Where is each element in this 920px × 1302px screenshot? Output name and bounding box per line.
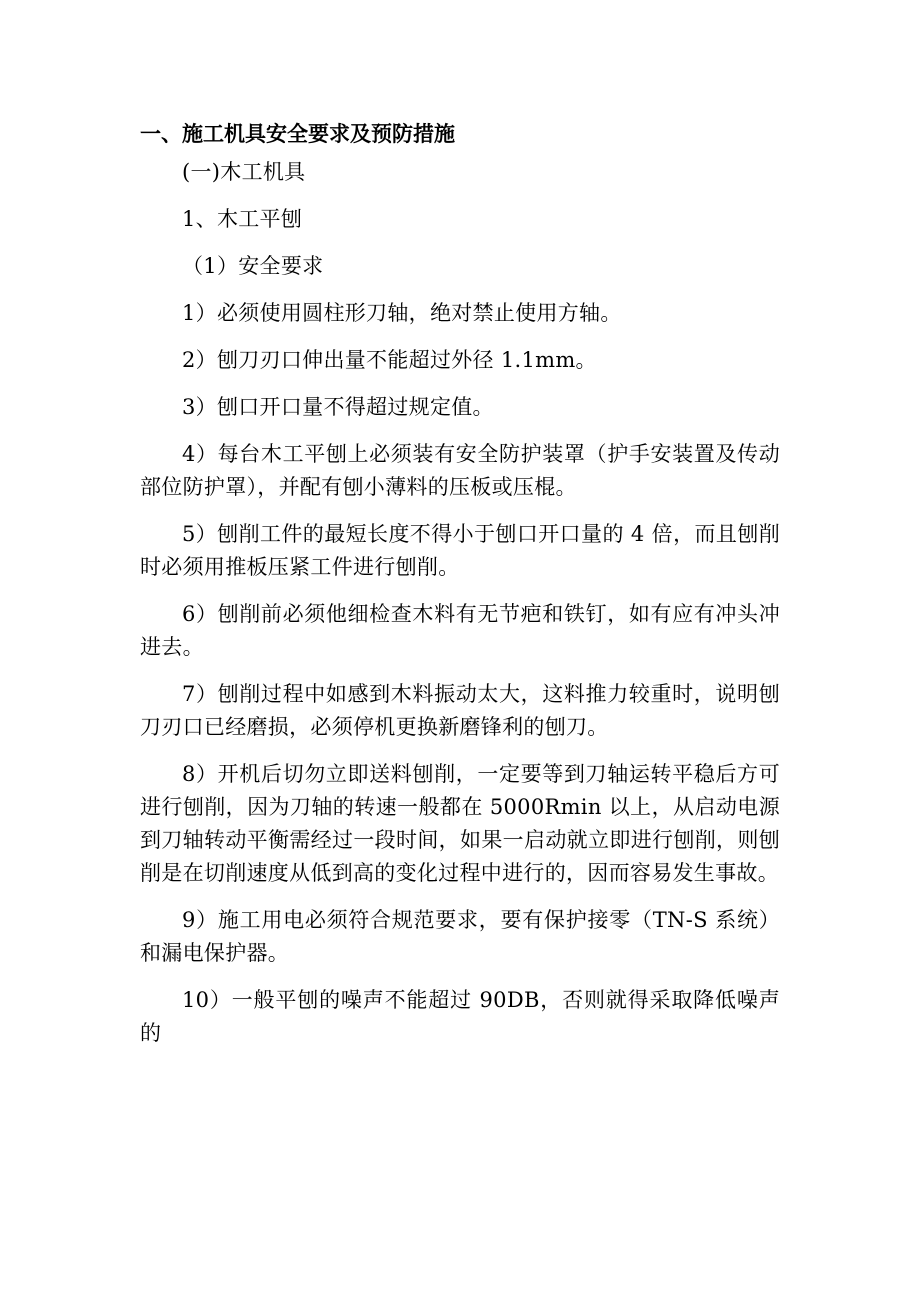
body-text bbox=[140, 156, 780, 1064]
section-heading: 一、施工机具安全要求及预防措施 bbox=[140, 122, 455, 146]
requirement-6: 6）刨削前必须他细检查木料有无节疤和铁钉，如有应有冲头冲进去。 bbox=[140, 602, 780, 659]
sub-item-title: （1）安全要求 bbox=[182, 254, 324, 278]
requirement-10: 10）一般平刨的噪声不能超过 90DB，否则就得采取降低噪声的 bbox=[140, 988, 780, 1045]
requirement-8: 8）开机后切勿立即送料刨削，一定要等到刀轴运转平稳后方可进行刨削，因为刀轴的转速一般都在 5000Rmin 以上，从启动电源到刀轴转动平衡需经过一段时间，如果一启动就立即进行刨削，则刨削是在切削速度从低到高的变化过程中进行的，因而容易发生事故。 bbox=[140, 762, 780, 885]
requirement-5: 5）刨削工件的最短长度不得小于刨口开口量的 4 倍，而且刨削时必须用推板压紧工件进行刨削。 bbox=[140, 522, 780, 579]
requirement-4: 4）每台木工平刨上必须装有安全防护装罩（护手安装置及传动部位防护罩），并配有刨小薄料的压板或压棍。 bbox=[140, 442, 780, 499]
requirement-9: 9）施工用电必须符合规范要求，要有保护接零（TN-S 系统）和漏电保护器。 bbox=[140, 908, 780, 965]
requirement-3: 3）刨口开口量不得超过规定值。 bbox=[182, 395, 494, 419]
item-title: 1、木工平刨 bbox=[182, 207, 303, 231]
requirement-1: 1）必须使用圆柱形刀轴，绝对禁止使用方轴。 bbox=[182, 301, 622, 325]
requirement-7: 7）刨削过程中如感到木料振动太大，这料推力较重时，说明刨刀刃口已经磨损，必须停机更换新磨锋利的刨刀。 bbox=[140, 682, 780, 739]
subsection-title: (一)木工机具 bbox=[182, 160, 306, 184]
requirement-2: 2）刨刀刃口伸出量不能超过外径 1.1mm。 bbox=[182, 348, 597, 372]
